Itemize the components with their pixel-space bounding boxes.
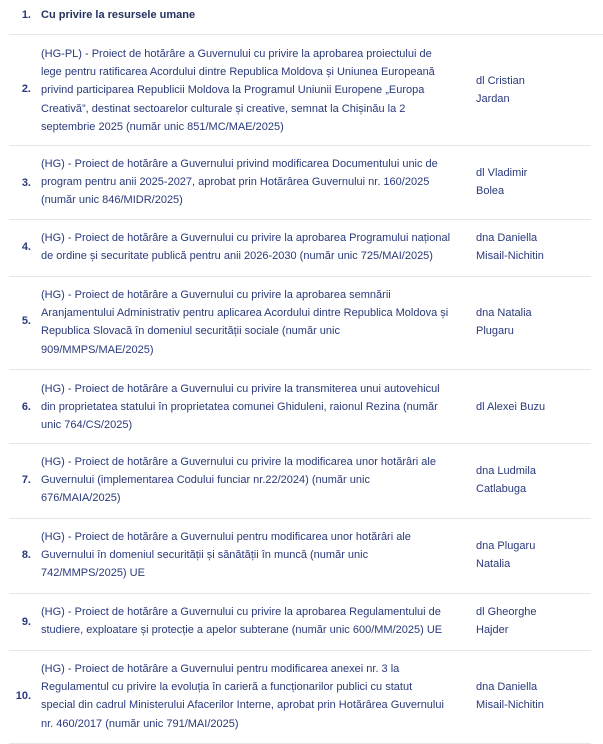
- item-responsible: dna Plugaru Natalia: [476, 540, 536, 571]
- item-responsible: dna Natalia Plugaru: [476, 307, 532, 338]
- item-responsible: dna Ludmila Catlabuga: [476, 465, 536, 496]
- agenda-item: [9, 519, 591, 594]
- agenda-item: [9, 277, 591, 370]
- item-number: 9.: [21, 616, 31, 628]
- item-number: 10.: [15, 690, 31, 702]
- item-title: (HG) - Proiect de hotărâre a Guvernului pentru modificarea anexei nr. 3 la Regulamentul cu privire la evoluția în carieră a funcționarilor publici cu statut special din cadrul Ministerului Afacerilor Interne, aprobat prin Hotărârea Guvernului nr. 460/2017 (număr unic 791/MAI/2025): [41, 663, 444, 730]
- item-title: (HG-PL) - Proiect de hotărâre a Guvernului cu privire la aprobarea proiectului de lege pentru ratificarea Acordului dintre Republica Moldova și Uniunea Europeană privind participarea Republicii Moldova la Programul Uniunii Europene „Europa Creativă”, destinat sectoarelor culturale și creative, semnat la Chișinău la 2 septembrie 2025 (număr unic 851/MC/MAE/2025): [41, 48, 435, 133]
- agenda-item: [9, 35, 591, 146]
- item-number: 5.: [21, 315, 31, 327]
- item-title: (HG) - Proiect de hotărâre a Guvernului cu privire la transmiterea unui autovehicul din proprietatea statului în proprietatea comunei Ghiduleni, raionul Rezina (număr unic 764/CS/2025): [41, 383, 440, 432]
- item-responsible: dna Daniella Misail-Nichitin: [476, 681, 544, 712]
- agenda-item: [9, 651, 591, 744]
- item-title: (HG) - Proiect de hotărâre a Guvernului cu privire la aprobarea Regulamentului de studiere, exploatare și protecție a apelor subterane (număr unic 600/MM/2025) UE: [41, 606, 443, 637]
- agenda-table: [9, 0, 591, 744]
- section-title: Cu privire la resursele umane: [41, 9, 196, 21]
- agenda-item: [9, 146, 591, 220]
- item-title: (HG) - Proiect de hotărâre a Guvernului cu privire la aprobarea Programului național de ordine și securitate publică pentru anii 2026-2030 (număr unic 725/MAI/2025): [41, 232, 451, 263]
- item-responsible: dl Alexei Buzu: [476, 401, 546, 413]
- item-number: 3.: [21, 177, 31, 189]
- item-responsible: dna Daniella Misail-Nichitin: [476, 232, 544, 263]
- section-number: 1.: [21, 9, 31, 21]
- item-number: 2.: [21, 83, 31, 95]
- item-title: (HG) - Proiect de hotărâre a Guvernului pentru modificarea unor hotărâri ale Guvernului în domeniul securității și sănătății în muncă (număr unic 742/MMPS/2025) UE: [41, 531, 411, 580]
- item-number: 4.: [21, 241, 31, 253]
- item-responsible: dl Vladimir Bolea: [476, 167, 528, 198]
- agenda-item: [9, 594, 591, 651]
- section-header: [9, 0, 591, 35]
- item-responsible: dl Cristian Jardan: [476, 75, 525, 106]
- item-number: 7.: [21, 474, 31, 486]
- item-title: (HG) - Proiect de hotărâre a Guvernului privind modificarea Documentului unic de program pentru anii 2025-2027, aprobat prin Hotărârea Guvernului nr. 160/2025 (număr unic 846/MIDR/2025): [41, 158, 438, 207]
- item-title: (HG) - Proiect de hotărâre a Guvernului cu privire la modificarea unor hotărâri ale Guvernului (implementarea Codului funciar nr.22/2024) (număr unic 676/MAIA/2025): [41, 456, 436, 505]
- item-responsible: dl Gheorghe Hajder: [476, 606, 537, 637]
- agenda-item: [9, 370, 591, 444]
- agenda-item: [9, 444, 591, 519]
- item-number: 6.: [21, 401, 31, 413]
- item-title: (HG) - Proiect de hotărâre a Guvernului cu privire la aprobarea semnării Aranjamentului Administrativ pentru aplicarea Acordului dintre Republica Moldova și Republica Slovacă în domeniul securității sociale (număr unic 909/MMPS/MAE/2025): [41, 289, 449, 356]
- item-number: 8.: [21, 549, 31, 561]
- agenda-item: [9, 220, 591, 277]
